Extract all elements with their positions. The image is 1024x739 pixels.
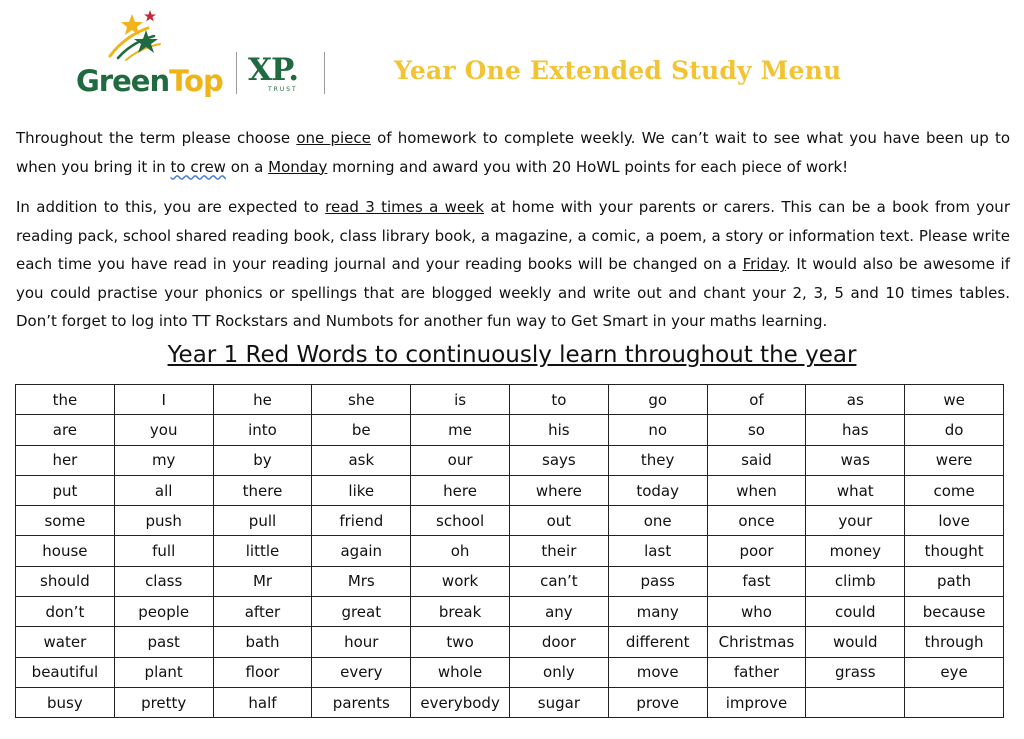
underlined-one-piece: one piece <box>296 129 371 147</box>
word-cell: there <box>213 475 312 505</box>
word-cell: improve <box>707 687 806 717</box>
word-cell: you <box>114 415 213 445</box>
word-cell: parents <box>312 687 411 717</box>
page-header <box>0 0 1024 118</box>
word-cell: pull <box>213 506 312 536</box>
word-cell: like <box>312 475 411 505</box>
word-cell: different <box>608 627 707 657</box>
word-cell: he <box>213 385 312 415</box>
word-cell: could <box>806 597 905 627</box>
word-cell: is <box>411 385 510 415</box>
word-cell: our <box>411 445 510 475</box>
word-cell: poor <box>707 536 806 566</box>
word-cell: thought <box>905 536 1004 566</box>
table-row <box>16 597 1004 627</box>
word-cell: oh <box>411 536 510 566</box>
word-cell: my <box>114 445 213 475</box>
word-cell: only <box>509 657 608 687</box>
word-cell: love <box>905 506 1004 536</box>
word-cell: path <box>905 566 1004 596</box>
red-words-heading: Year 1 Red Words to continuously learn throughout the year <box>167 342 857 368</box>
word-cell: again <box>312 536 411 566</box>
word-cell: break <box>411 597 510 627</box>
word-cell: hour <box>312 627 411 657</box>
table-row <box>16 657 1004 687</box>
empty-cell <box>905 687 1004 717</box>
word-cell: Mr <box>213 566 312 596</box>
word-cell: many <box>608 597 707 627</box>
word-cell: push <box>114 506 213 536</box>
text-segment: at home with your parents or carers. This can be a book from your reading pack, school shared reading book, class library book, a magazine, a comic, a poem, a story or information text. Please write each time you have read in your reading journal and your reading books will be changed on a <box>16 198 1010 273</box>
word-cell: should <box>16 566 115 596</box>
word-cell: half <box>213 687 312 717</box>
underlined-read-3-times: read 3 times a week <box>325 198 485 216</box>
word-cell: are <box>16 415 115 445</box>
word-cell: any <box>509 597 608 627</box>
word-cell: full <box>114 536 213 566</box>
word-cell: great <box>312 597 411 627</box>
word-cell: sugar <box>509 687 608 717</box>
word-cell: put <box>16 475 115 505</box>
word-cell: would <box>806 627 905 657</box>
word-cell: don’t <box>16 597 115 627</box>
underlined-monday: Monday <box>268 157 328 176</box>
table-row <box>16 415 1004 445</box>
word-cell: once <box>707 506 806 536</box>
word-cell: whole <box>411 657 510 687</box>
word-cell: they <box>608 445 707 475</box>
word-cell: by <box>213 445 312 475</box>
word-cell: all <box>114 475 213 505</box>
word-cell: when <box>707 475 806 505</box>
word-cell: busy <box>16 687 115 717</box>
word-cell: one <box>608 506 707 536</box>
word-cell: fast <box>707 566 806 596</box>
table-row <box>16 506 1004 536</box>
word-cell: says <box>509 445 608 475</box>
table-row <box>16 566 1004 596</box>
word-cell: here <box>411 475 510 505</box>
word-cell: who <box>707 597 806 627</box>
word-cell: out <box>509 506 608 536</box>
word-cell: door <box>509 627 608 657</box>
word-cell: come <box>905 475 1004 505</box>
word-cell: your <box>806 506 905 536</box>
word-cell: prove <box>608 687 707 717</box>
text-segment: Throughout the term please choose <box>16 129 297 147</box>
word-cell: go <box>608 385 707 415</box>
text-segment: of homework to complete weekly. We can’t wait to see what you have been up to when you bring it in <box>16 129 1011 176</box>
text-segment: In addition to this, you are expected to <box>16 198 326 216</box>
spellcheck-marked-to-crew: to crew <box>170 157 226 176</box>
word-cell: school <box>411 506 510 536</box>
word-cell: after <box>213 597 312 627</box>
text-segment: morning and award you with 20 HoWL points for each piece of work! <box>327 157 849 176</box>
brand-accent-text: Top <box>169 64 223 98</box>
word-cell: last <box>608 536 707 566</box>
word-cell: their <box>509 536 608 566</box>
table-row <box>16 627 1004 657</box>
word-cell: past <box>114 627 213 657</box>
underlined-friday: Friday <box>742 255 786 273</box>
word-cell: friend <box>312 506 411 536</box>
word-cell: his <box>509 415 608 445</box>
word-cell: be <box>312 415 411 445</box>
empty-cell <box>806 687 905 717</box>
word-cell: floor <box>213 657 312 687</box>
page-title: Year One Extended Study Menu <box>394 56 842 85</box>
word-cell: class <box>114 566 213 596</box>
word-cell: of <box>707 385 806 415</box>
word-cell: she <box>312 385 411 415</box>
word-cell: pass <box>608 566 707 596</box>
word-cell: today <box>608 475 707 505</box>
word-cell: people <box>114 597 213 627</box>
word-cell: two <box>411 627 510 657</box>
word-cell: the <box>16 385 115 415</box>
word-cell: do <box>905 415 1004 445</box>
greentop-wordmark <box>76 64 223 98</box>
word-cell: no <box>608 415 707 445</box>
table-row <box>16 385 1004 415</box>
word-cell: me <box>411 415 510 445</box>
word-cell: money <box>806 536 905 566</box>
word-cell: move <box>608 657 707 687</box>
word-cell: some <box>16 506 115 536</box>
word-cell: every <box>312 657 411 687</box>
word-cell: were <box>905 445 1004 475</box>
word-cell: Mrs <box>312 566 411 596</box>
text-segment: . It would also be awesome if you could practise your phonics or spellings that are blogged weekly and write out and chant your 2, 3, 5 and 10 times tables. Don’t forget to log into TT Rockstars and Numbots for another fun way to Get Smart in your maths learning. <box>16 255 1010 330</box>
word-cell: so <box>707 415 806 445</box>
intro-paragraph-reading <box>16 193 1010 336</box>
word-cell: plant <box>114 657 213 687</box>
text-segment: on a <box>225 157 269 176</box>
word-cell: we <box>905 385 1004 415</box>
xp-logo: XP. <box>248 52 299 88</box>
table-row <box>16 445 1004 475</box>
word-cell: can’t <box>509 566 608 596</box>
logo-divider <box>236 52 237 94</box>
word-cell: her <box>16 445 115 475</box>
word-cell: I <box>114 385 213 415</box>
word-cell: work <box>411 566 510 596</box>
word-cell: little <box>213 536 312 566</box>
word-cell: everybody <box>411 687 510 717</box>
word-cell: has <box>806 415 905 445</box>
word-cell: was <box>806 445 905 475</box>
table-row <box>16 475 1004 505</box>
word-cell: father <box>707 657 806 687</box>
table-row <box>16 536 1004 566</box>
word-cell: what <box>806 475 905 505</box>
word-cell: where <box>509 475 608 505</box>
word-cell: to <box>509 385 608 415</box>
word-cell: bath <box>213 627 312 657</box>
xp-trust-text: TRUST <box>268 86 298 93</box>
word-cell: as <box>806 385 905 415</box>
word-cell: said <box>707 445 806 475</box>
word-cell: Christmas <box>707 627 806 657</box>
word-cell: water <box>16 627 115 657</box>
red-words-table-body <box>16 385 1004 718</box>
intro-paragraph-homework <box>16 124 1010 181</box>
table-row <box>16 687 1004 717</box>
word-cell: eye <box>905 657 1004 687</box>
word-cell: because <box>905 597 1004 627</box>
word-cell: through <box>905 627 1004 657</box>
brand-main-text: Green <box>76 64 170 98</box>
word-cell: house <box>16 536 115 566</box>
word-cell: climb <box>806 566 905 596</box>
word-cell: into <box>213 415 312 445</box>
word-cell: grass <box>806 657 905 687</box>
word-cell: ask <box>312 445 411 475</box>
greentop-star-logo-icon <box>70 6 200 66</box>
word-cell: beautiful <box>16 657 115 687</box>
logo-divider <box>324 52 325 94</box>
word-cell: pretty <box>114 687 213 717</box>
red-words-table <box>15 384 1004 718</box>
